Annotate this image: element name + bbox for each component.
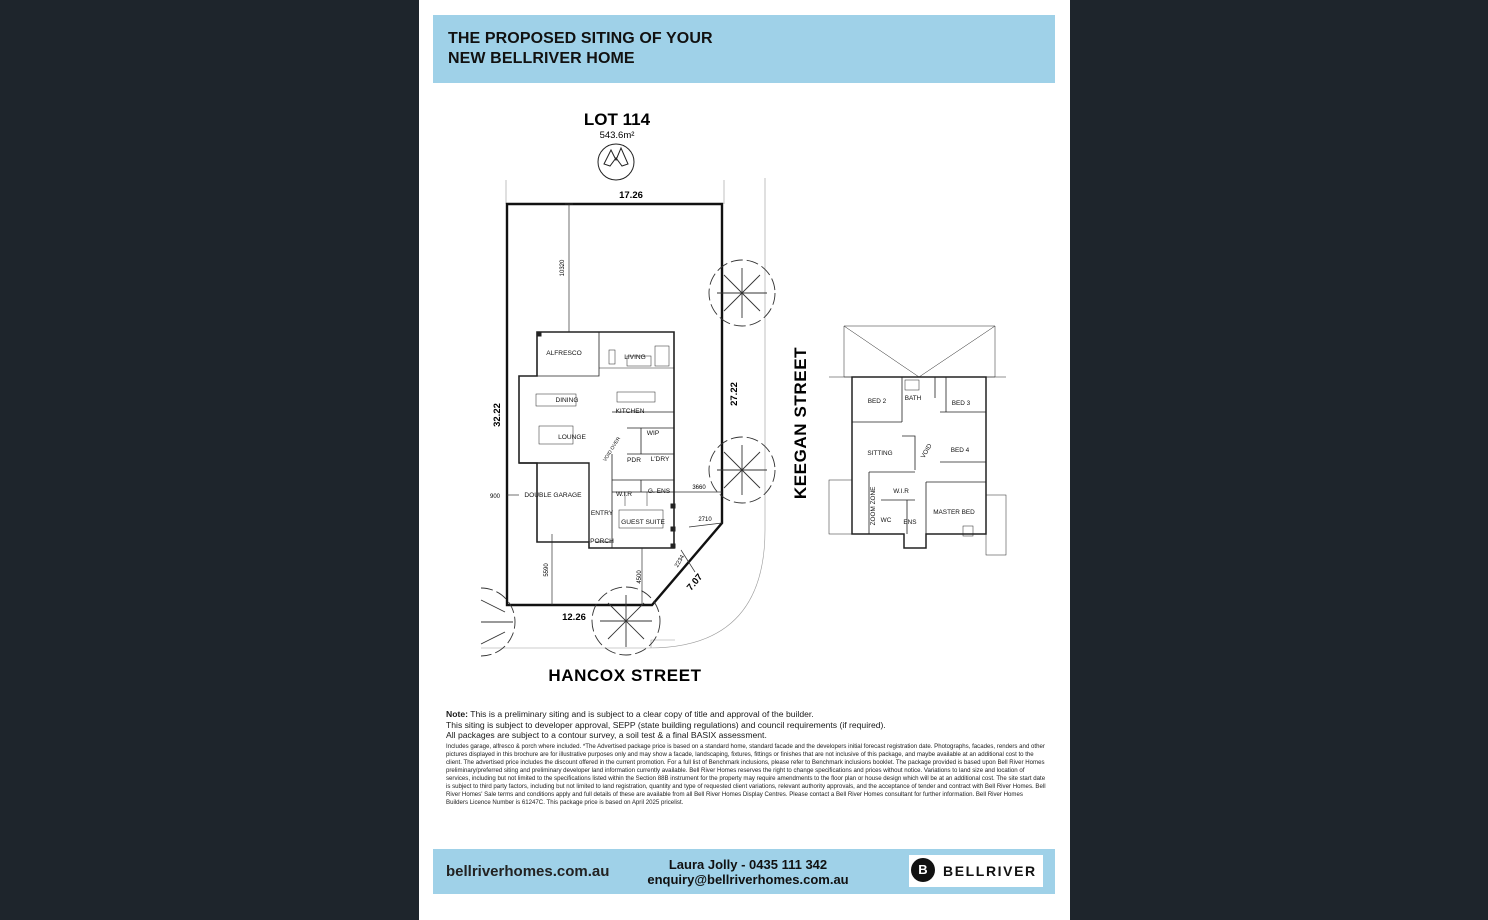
side-street-name: KEEGAN STREET	[791, 346, 810, 500]
upper-room-wir: W.I.R	[893, 488, 909, 495]
street-tree-icon	[709, 260, 775, 326]
bellriver-logo-icon: B	[911, 858, 935, 882]
dimension-lines	[507, 204, 722, 605]
room-wir: W.I.R	[615, 491, 633, 498]
upper-room-void: VOID	[919, 442, 934, 460]
dim-bottom: 12.26	[562, 612, 586, 623]
dim-top: 17.26	[619, 190, 643, 201]
upper-floor-plan	[829, 326, 1006, 555]
dim-front-5590: 5590	[544, 563, 550, 577]
upper-room-bath: BATH	[904, 395, 922, 402]
upper-room-ensuite: ENS	[903, 519, 917, 526]
header-banner	[433, 15, 1055, 83]
note-label: Note:	[446, 709, 468, 719]
upper-room-sitting: SITTING	[867, 450, 893, 457]
upper-room-master-bed: MASTER BED	[933, 509, 975, 516]
contact-email[interactable]: enquiry@bellriverhomes.com.au	[647, 872, 849, 887]
bellriver-logo	[909, 855, 1043, 887]
room-alfresco: ALFRESCO	[546, 350, 582, 357]
street-tree-icon	[481, 588, 515, 656]
footer-banner	[433, 849, 1055, 894]
lot-title: LOT 114	[583, 110, 651, 129]
dim-left: 32.22	[492, 403, 503, 427]
note-line3: All packages are subject to a contour survey, a soil test & a final BASIX assessment.	[446, 730, 767, 741]
room-double-garage: DOUBLE GARAGE	[524, 492, 582, 499]
room-wip: WIP	[646, 430, 660, 437]
room-dining: DINING	[555, 397, 579, 404]
north-compass-icon	[598, 144, 634, 180]
upper-room-bed3: BED 3	[951, 400, 971, 407]
disclaimer-text: Includes garage, alfresco & porch where included. *The Advertised package price is based on a standard home, standard facade and the developers initial forecast registration date. Photographs, facades, renders and other pictures displayed in this brochure are for illustrative purposes only and may show a facade, landscaping, fixtures, fittings or finishes that are not inclusive of this package, and maybe available at an additional cost to the client. The advertised price includes the discount offered in the current promotion. For a full list of Benchmark inclusions, please refer to Benchmark inclusions booklet. The package provided is based upon Bell River Homes preliminary/preferred siting and preliminary developer land information currently available. Bell River Homes reserves the right to change specifications and prices without notice. Variations to land size and location of services, including but not limited to the specifications listed within the Section 88B instrument for the property may require amendments to the floor plan or house design which will be at an additional cost. The site start date is subject to third party factors, including but not limited to land registration, quantity and type of requested client variations, relevant authority approvals, and the acceptance of tender and contract with Bell River Homes. Bell River Homes' Sale terms and conditions apply and full details of these are available from all Bell River Homes Display Centres. Please contact a Bell River Homes consultant for further information. Bell River Homes Builders Licence Number is 61247C. This package price is based on April 2025 pricelist.	[446, 742, 1046, 806]
room-entry: ENTRY	[590, 510, 614, 517]
room-pdr: PDR	[627, 457, 641, 464]
upper-room-wc: WC	[880, 517, 892, 524]
dim-side-3660: 3660	[692, 485, 706, 491]
room-porch: PORCH	[590, 538, 614, 545]
street-tree-icon	[709, 437, 775, 503]
brochure-page	[419, 0, 1070, 920]
room-void-over: VOID OVER	[602, 436, 623, 463]
note-line2: This siting is subject to developer approval, SEPP (state building regulations) and council requirements (if required).	[446, 719, 886, 730]
dim-side-2710: 2710	[698, 517, 712, 523]
room-living: LIVING	[624, 354, 646, 361]
header-title-line2: NEW BELLRIVER HOME	[448, 50, 635, 67]
front-street-name: HANCOX STREET	[548, 666, 702, 685]
room-kitchen: KITCHEN	[615, 408, 645, 415]
room-laundry: L'DRY	[650, 456, 670, 463]
room-guest-ensuite: G. ENS	[647, 488, 671, 495]
dim-front-4500: 4500	[637, 570, 643, 584]
upper-room-zoom-zone: ZOOM ZONE	[870, 486, 877, 526]
room-guest-suite: GUEST SUITE	[621, 519, 665, 526]
room-lounge: LOUNGE	[558, 434, 586, 441]
notes-section	[446, 709, 1046, 807]
upper-room-bed2: BED 2	[867, 398, 887, 405]
site-plan	[419, 100, 1070, 700]
dim-rear-setback: 10320	[560, 259, 566, 277]
dim-corner: 7.07	[684, 571, 706, 594]
dim-side-900: 900	[489, 494, 501, 500]
contact-name-phone: Laura Jolly - 0435 111 342	[668, 857, 828, 872]
dim-corner-2234: 2234	[674, 554, 687, 569]
street-tree-icon	[592, 587, 660, 655]
upper-room-bed4: BED 4	[950, 447, 970, 454]
lot-boundary	[507, 204, 722, 605]
dim-right: 27.22	[729, 382, 740, 406]
header-title-line1: THE PROPOSED SITING OF YOUR	[448, 30, 713, 47]
website-link[interactable]: bellriverhomes.com.au	[446, 863, 610, 880]
note-line1: This is a preliminary siting and is subject to a clear copy of title and approval of the builder.	[467, 709, 814, 719]
lot-area: 543.6m²	[599, 130, 635, 141]
bellriver-logo-text: BELLRIVER	[943, 863, 1037, 879]
